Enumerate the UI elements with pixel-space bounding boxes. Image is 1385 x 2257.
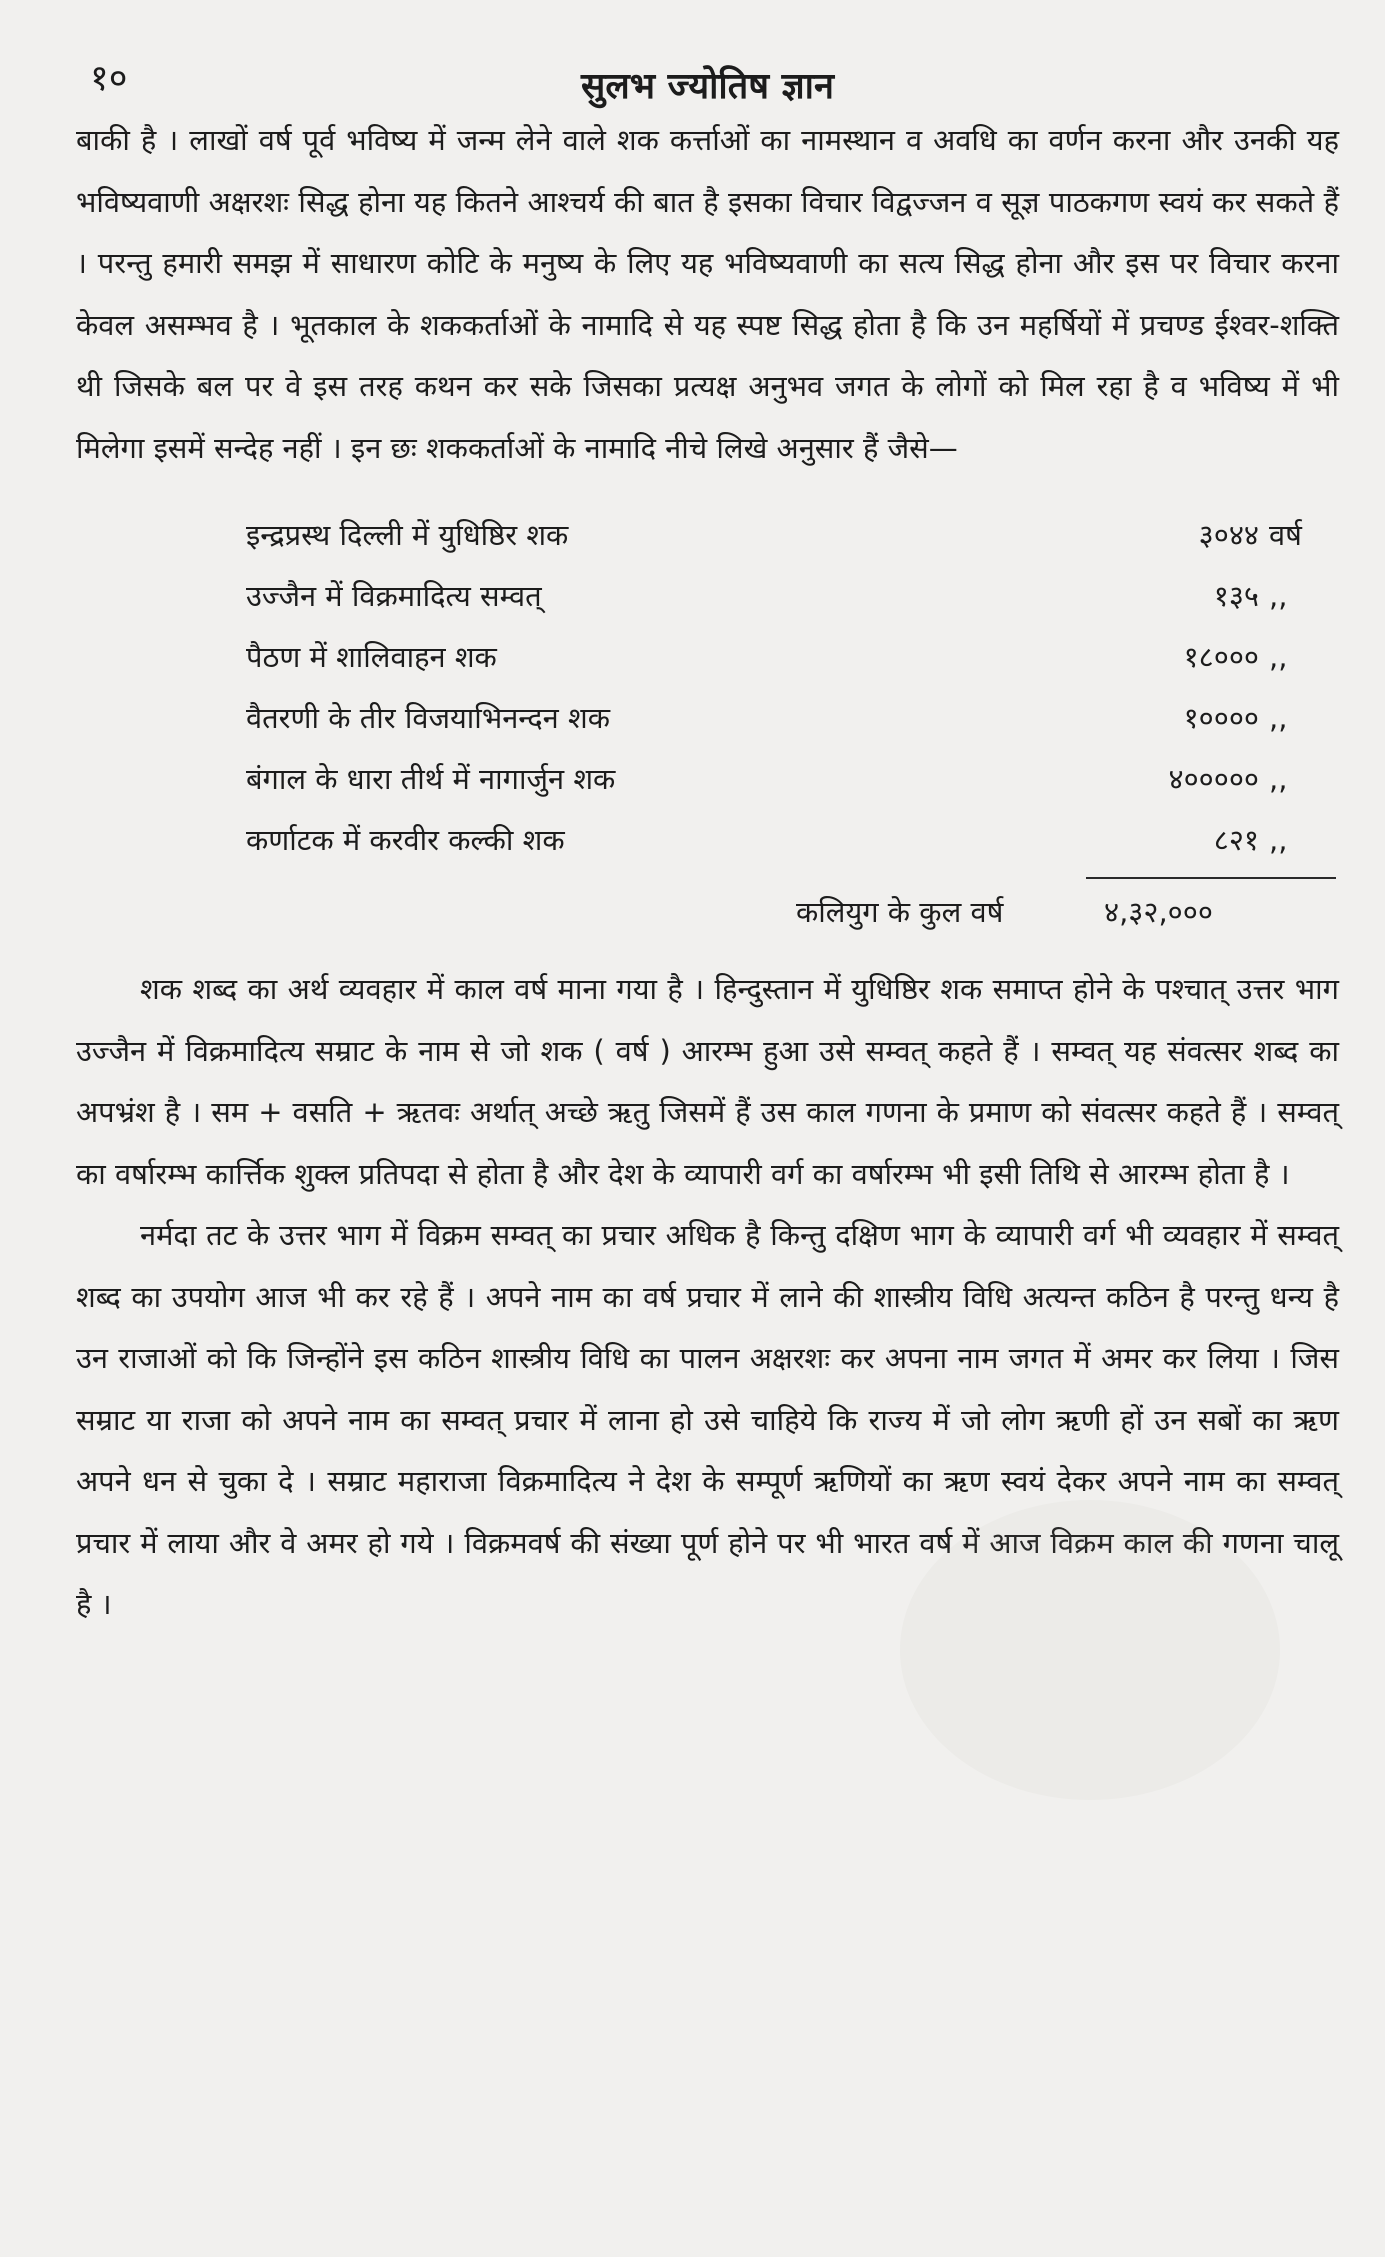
shaka-name: बंगाल के धारा तीर्थ में नागार्जुन शक bbox=[246, 762, 616, 796]
shaka-name: कर्णाटक में करवीर कल्की शक bbox=[246, 823, 565, 857]
shaka-unit: ,, bbox=[1269, 640, 1288, 674]
shaka-row bbox=[76, 566, 1339, 627]
paragraph: शक शब्द का अर्थ व्यवहार में काल वर्ष माना गया है । हिन्दुस्तान में युधिष्ठिर शक समाप्त होने के पश्चात् उत्तर भाग उज्जैन में विक्रमादित्य सम्राट के नाम से जो शक ( वर्ष ) आरम्भ हुआ उसे सम्वत् कहते हैं । सम्वत् यह संवत्सर शब्द का अपभ्रंश है । सम + वसति + ऋतवः अर्थात् अच्छे ऋतु जिसमें हैं उस काल गणना के प्रमाण को संवत्सर कहते हैं । सम्वत् का वर्षारम्भ कार्त्तिक शुक्ल प्रतिपदा से होता है और देश के व्यापारी वर्ग का वर्षारम्भ भी इसी तिथि से आरम्भ होता है । bbox=[76, 972, 1339, 1191]
shaka-row bbox=[76, 627, 1339, 688]
paragraph: नर्मदा तट के उत्तर भाग में विक्रम सम्वत् का प्रचार अधिक है किन्तु दक्षिण भाग के व्यापारी वर्ग भी व्यवहार में सम्वत् शब्द का उपयोग आज भी कर रहे हैं । अपने नाम का वर्ष प्रचार में लाने की शास्त्रीय विधि अत्यन्त कठिन है परन्तु धन्य है उन राजाओं को कि जिन्होंने इस कठिन शास्त्रीय विधि का पालन अक्षरशः कर अपना नाम जगत में अमर कर लिया । जिस सम्राट या राजा को अपने नाम का सम्वत् प्रचार में लाना हो उसे चाहिये कि राज्य में जो लोग ऋणी हों उन सबों का ऋण अपने धन से चुका दे । सम्राट महाराजा विक्रमादित्य ने देश के सम्पूर्ण ऋणियों का ऋण स्वयं देकर अपने नाम का सम्वत् प्रचार में लाया और वे अमर हो गये । विक्रमवर्ष की संख्या पूर्ण होने पर भी भारत वर्ष में आज विक्रम काल की गणना चालू है । bbox=[76, 1218, 1339, 1621]
page-number: १० bbox=[90, 58, 128, 99]
shaka-years: ८२१ bbox=[1213, 823, 1259, 857]
total-label: कलियुग के कुल वर्ष bbox=[796, 895, 1004, 929]
page-header bbox=[76, 0, 1339, 110]
running-title: सुलभ ज्योतिष ज्ञान bbox=[581, 66, 834, 107]
shaka-years: १८००० bbox=[1183, 640, 1259, 674]
shaka-row bbox=[76, 505, 1339, 566]
total-value: ४,३२,००० bbox=[1104, 895, 1213, 929]
shaka-years: ४००००० bbox=[1168, 762, 1259, 796]
shaka-unit: ,, bbox=[1269, 701, 1288, 735]
total-row bbox=[76, 879, 1339, 945]
shaka-name: वैतरणी के तीर विजयाभिनन्दन शक bbox=[246, 701, 610, 735]
shaka-unit: वर्ष bbox=[1269, 518, 1302, 552]
shaka-years: १३५ bbox=[1213, 579, 1259, 613]
shaka-name: पैठण में शालिवाहन शक bbox=[246, 640, 497, 674]
shaka-row bbox=[76, 810, 1339, 871]
intro-paragraph: बाकी है । लाखों वर्ष पूर्व भविष्य में जन्म लेने वाले शक कर्त्ताओं का नामस्थान व अवधि का वर्णन करना और उनकी यह भविष्यवाणी अक्षरशः सिद्ध होना यह कितने आश्चर्य की बात है इसका विचार विद्वज्जन व सूज्ञ पाठकगण स्वयं कर सकते हैं । परन्तु हमारी समझ में साधारण कोटि के मनुष्य के लिए यह भविष्यवाणी का सत्य सिद्ध होना और इस पर विचार करना केवल असम्भव है । भूतकाल के शककर्ताओं के नामादि से यह स्पष्ट सिद्ध होता है कि उन महर्षियों में प्रचण्ड ईश्वर-शक्ति थी जिसके बल पर वे इस तरह कथन कर सके जिसका प्रत्यक्ष अनुभव जगत के लोगों को मिल रहा है व भविष्य में भी मिलेगा इसमें सन्देह नहीं । इन छः शककर्ताओं के नामादि नीचे लिखे अनुसार हैं जैसे— bbox=[76, 123, 1339, 465]
shaka-years: ३०४४ bbox=[1198, 518, 1259, 552]
shaka-table bbox=[76, 505, 1339, 871]
shaka-unit: ,, bbox=[1269, 579, 1288, 613]
shaka-name: उज्जैन में विक्रमादित्य सम्वत् bbox=[246, 579, 542, 613]
shaka-unit: ,, bbox=[1269, 823, 1288, 857]
shaka-years: १०००० bbox=[1183, 701, 1259, 735]
shaka-row bbox=[76, 749, 1339, 810]
paper-stain bbox=[900, 1500, 1280, 1800]
shaka-unit: ,, bbox=[1269, 762, 1288, 796]
shaka-name: इन्द्रप्रस्थ दिल्ली में युधिष्ठिर शक bbox=[246, 518, 569, 552]
shaka-row bbox=[76, 688, 1339, 749]
